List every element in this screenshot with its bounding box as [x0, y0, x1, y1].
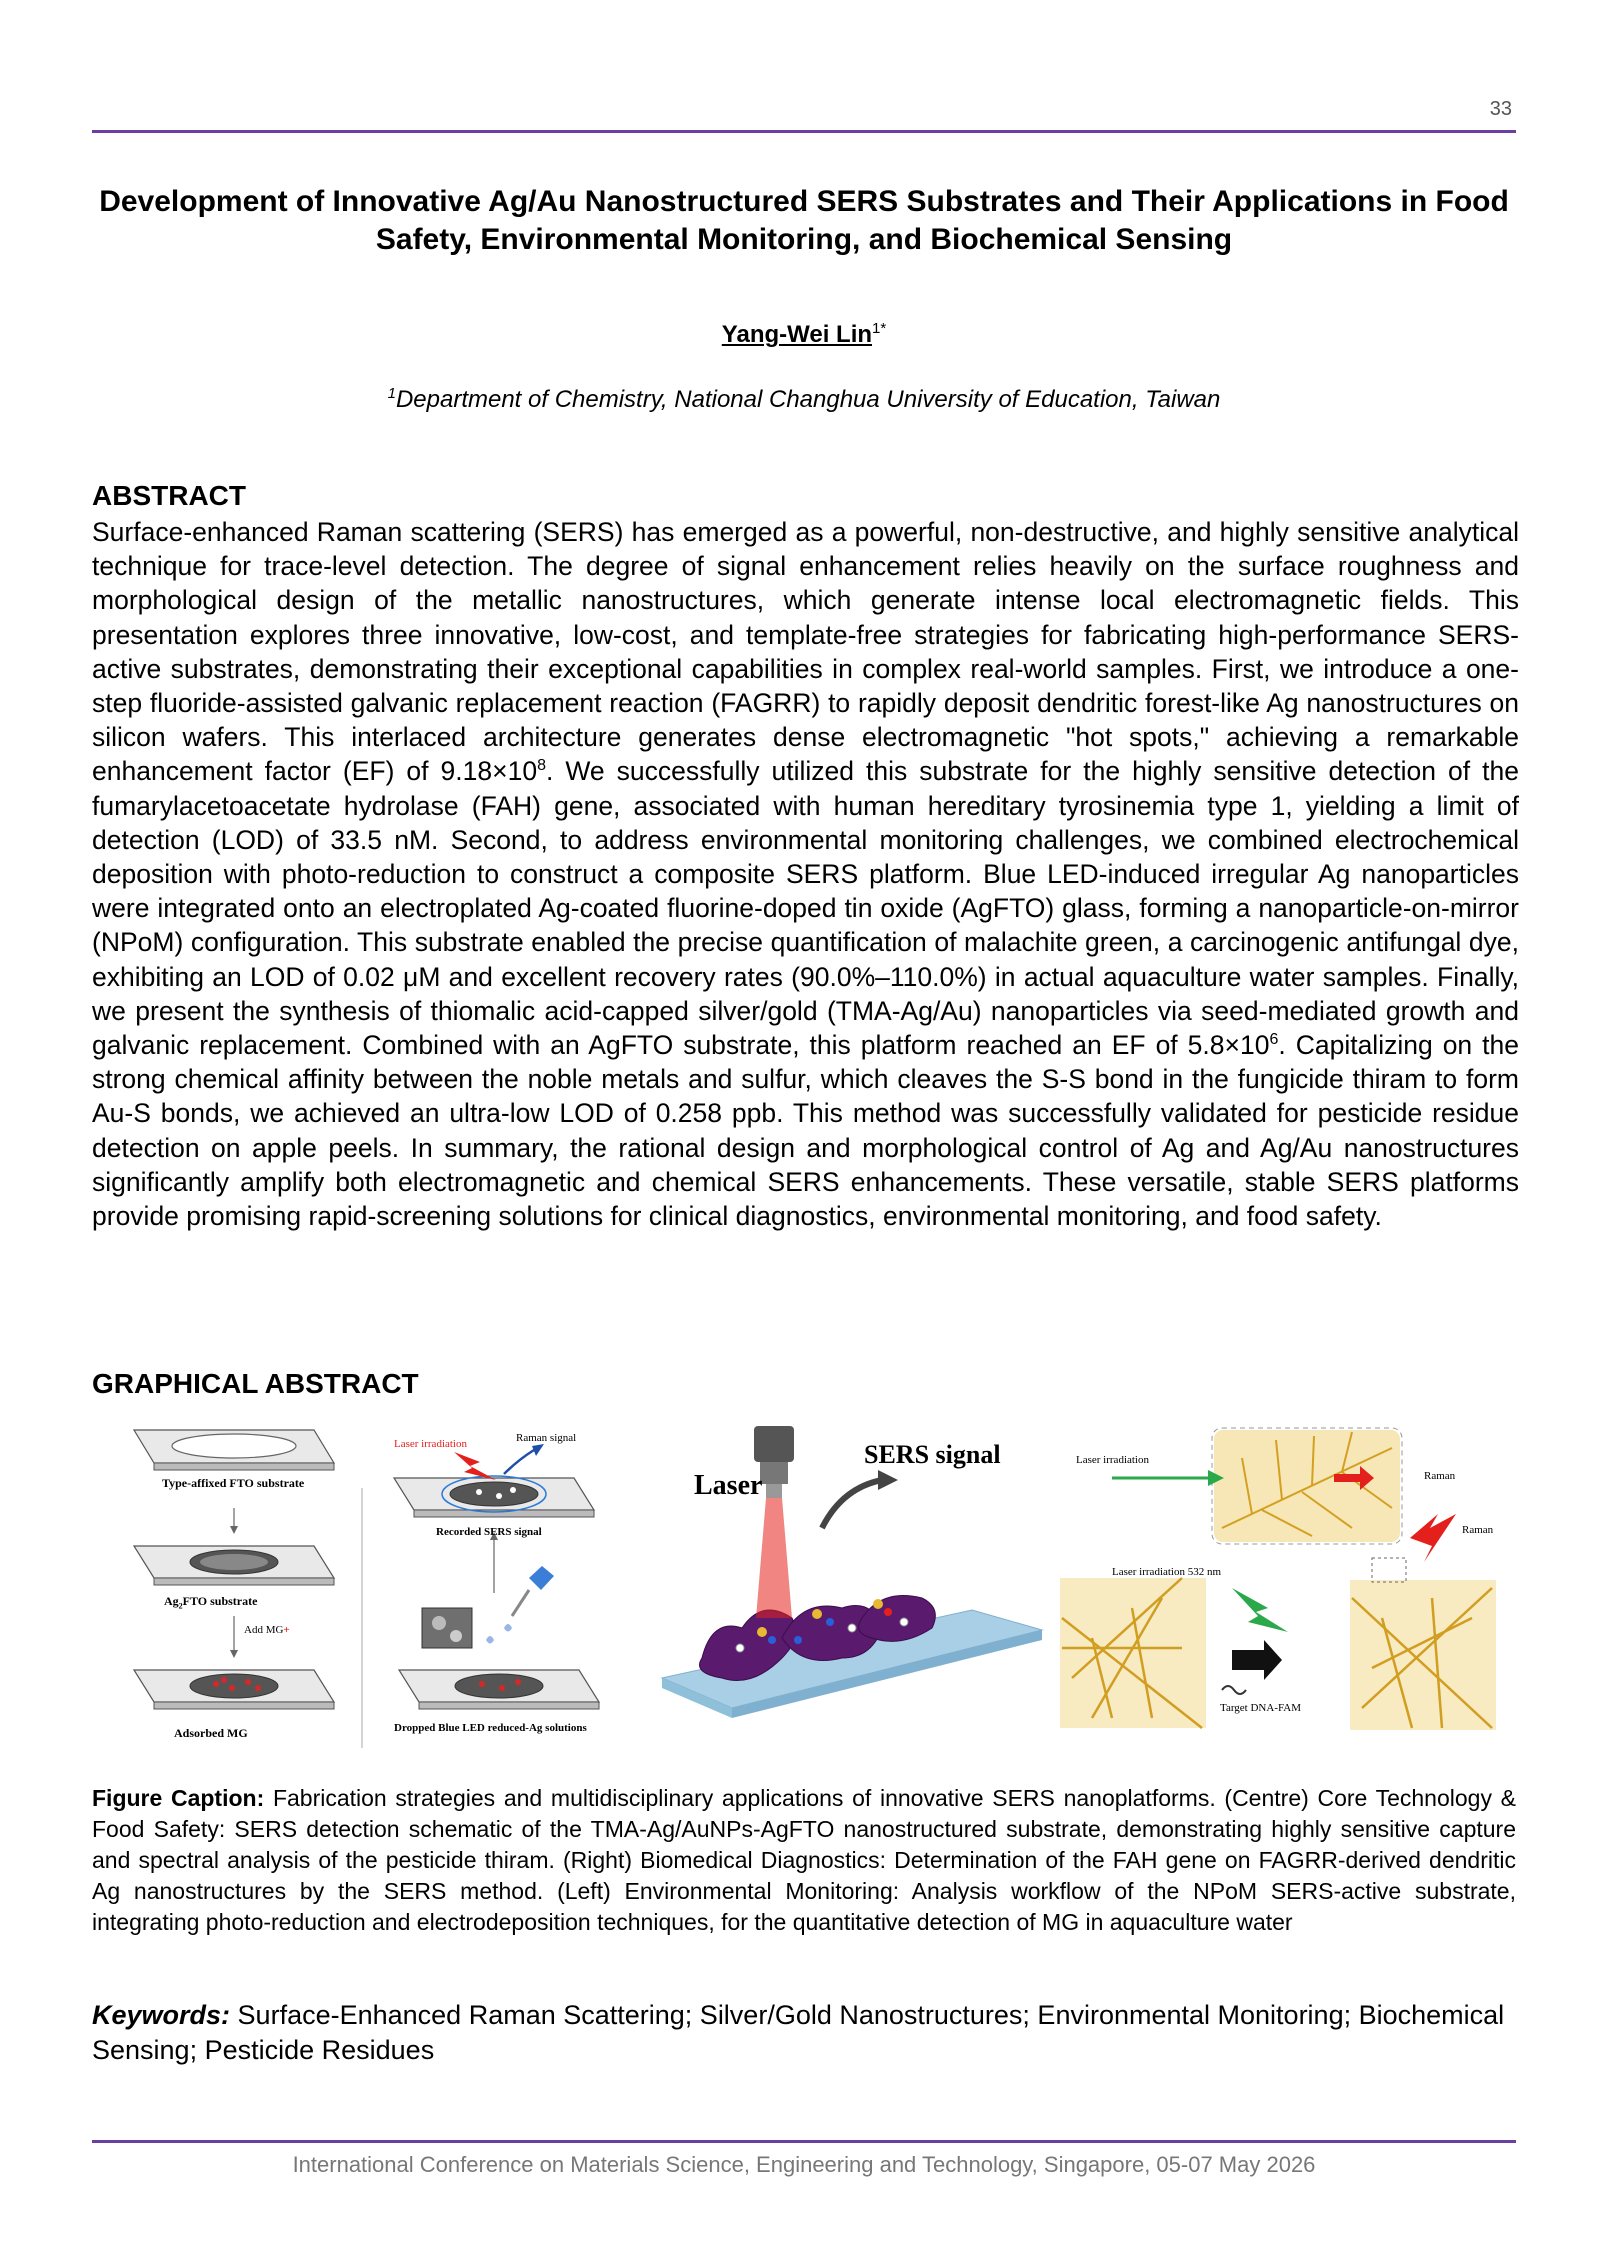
raman-bolt-icon	[1410, 1514, 1456, 1562]
process-arrow	[1232, 1640, 1282, 1680]
label-raman-signal: Raman signal	[516, 1432, 577, 1444]
footer-text: International Conference on Materials Science, Engineering and Technology, Singapore, 05-07 May 2026	[292, 2152, 1316, 2177]
abstract-body	[92, 515, 1519, 1233]
graphical-abstract-heading: GRAPHICAL ABSTRACT	[92, 1368, 419, 1399]
author-line	[92, 320, 1516, 349]
dna-wave-icon	[1222, 1686, 1246, 1694]
figure-right-panel	[1052, 1418, 1514, 1758]
abstract-exponent-2: 6	[1269, 1031, 1279, 1049]
laser-beam	[756, 1498, 792, 1618]
keywords-text: Surface-Enhanced Raman Scattering; Silver/Gold Nanostructures; Environmental Monitoring; Biochemical Sensing; Pesticide Residues	[92, 2000, 1505, 2065]
label-recorded: Recorded SERS signal	[436, 1526, 542, 1538]
label-laser-irradiation: Laser irradiation	[394, 1438, 467, 1450]
caption-text: Fabrication strategies and multidisciplinary applications of innovative SERS nanoplatforms. (Centre) Core Technology & Food Safety: SERS detection schematic of the TMA-Ag/AuNPs-AgFTO nanostructured substrate, demonstrating highly sensitive capture and spectral analysis of the pesticide thiram. (Right) Biomedical Diagnostics: Determination of the FAH gene on FAGRR-derived dendritic Ag nanostructures by the SERS method. (Left) Environmental Monitoring: Analysis workflow of the NPoM SERS-active substrate, integrating photo-reduction and electrodeposition techniques, for the quantitative detection of MG in aquaculture water	[92, 1785, 1516, 1935]
laser-532-bolt-icon	[1232, 1588, 1288, 1632]
label-target-dna: Target DNA-FAM	[1220, 1702, 1302, 1714]
label-ag-fto: $Ag_2FTO$ substrate	[164, 1594, 258, 1611]
abstract-heading: ABSTRACT	[92, 480, 246, 511]
recorded-sers-slide	[394, 1476, 594, 1517]
label-laser-532: Laser irradiation 532 nm	[1112, 1566, 1222, 1578]
abstract-part-3: . Capitalizing on the strong chemical affinity between the noble metals and sulfur, which cleaves the S-S bond in the fungicide thiram to form Au-S bonds, we achieved an ultra-low LOD of 0.258 ppb. This method was successfully validated for pesticide residue detection on apple peels. In summary, the rational design and morphological control of Ag and Ag/Au nanostructures significantly amplify both electromagnetic and chemical SERS enhancements. These versatile, stable SERS platforms provide promising rapid-screening solutions for clinical diagnostics, environmental monitoring, and food safety.	[92, 1030, 1519, 1232]
fto-slide-1	[134, 1430, 334, 1470]
figure-caption	[92, 1783, 1516, 1938]
author-superscript: 1*	[872, 320, 887, 337]
figure-left-panel	[124, 1418, 684, 1758]
footer-rule	[92, 2140, 1516, 2143]
raman-signal-arrow	[504, 1450, 534, 1474]
affiliation	[92, 385, 1516, 414]
keywords	[92, 1998, 1516, 2068]
affiliation-text: Department of Chemistry, National Changhua University of Education, Taiwan	[395, 386, 1221, 413]
adsorbed-mg-slide	[134, 1670, 334, 1709]
label-dropped: Dropped Blue LED reduced-Ag solutions	[394, 1722, 587, 1734]
abstract-exponent-1: 8	[537, 757, 546, 775]
label-adsorbed-mg: Adsorbed MG	[174, 1726, 248, 1740]
label-add-mg: Add MG+	[244, 1624, 290, 1636]
abstract-part-2: . We successfully utilized this substrate for the highly sensitive detection of the fumarylacetoacetate hydrolase (FAH) gene, associated with human hereditary tyrosinemia type 1, yielding a limit of detection (LOD) of 33.5 nM. Second, to address environmental monitoring challenges, we combined electrochemical deposition with photo-reduction to construct a composite SERS platform. Blue LED-induced irregular Ag nanoparticles were integrated onto an electroplated Ag-coated fluorine-doped tin oxide (AgFTO) glass, forming a nanoparticle-on-mirror (NPoM) configuration. This substrate enabled the precise quantification of malachite green, a carcinogenic antifungal dye, exhibiting an LOD of 0.02 μM and excellent recovery rates (90.0%–110.0%) in actual aquaculture water samples. Finally, we present the synthesis of thiomalic acid-capped silver/gold (TMA-Ag/Au) nanoparticles via seed-mediated growth and galvanic replacement. Combined with an AgFTO substrate, this platform reached an EF of 5.8×10	[92, 756, 1519, 1061]
workflow-schematic	[124, 1418, 684, 1758]
author-name: Yang-Wei Lin	[721, 321, 873, 348]
sers-signal-arrow	[822, 1480, 882, 1528]
label-type-affixed: Type-affixed FTO substrate	[162, 1476, 305, 1490]
label-laser-irradiation-right: Laser irradiation	[1076, 1454, 1149, 1466]
label-laser: Laser	[694, 1470, 763, 1501]
affiliation-superscript: 1	[387, 385, 396, 402]
page-number: 33	[1489, 98, 1512, 120]
label-sers-signal: SERS signal	[864, 1440, 1001, 1469]
label-raman-top: Raman	[1424, 1470, 1456, 1482]
dropped-ag-slide	[399, 1670, 599, 1709]
figure-centre-panel	[642, 1418, 1062, 1758]
keywords-label: Keywords:	[92, 2000, 231, 2030]
paper-title: Development of Innovative Ag/Au Nanostructured SERS Substrates and Their Applications in Food Safety, Environmental Monitoring, and Biochemical Sensing	[99, 185, 1509, 256]
ag-fto-slide	[134, 1546, 334, 1585]
caption-label: Figure Caption:	[92, 1785, 265, 1811]
header-rule	[92, 130, 1516, 133]
graphical-abstract-figure	[92, 1418, 1516, 1758]
pipette-icon	[486, 1566, 554, 1644]
label-raman-right: Raman	[1462, 1524, 1494, 1536]
abstract-part-1: Surface-enhanced Raman scattering (SERS) has emerged as a powerful, non-destructive, and highly sensitive analytical technique for trace-level detection. The degree of signal enhancement relies heavily on the surface roughness and morphological design of the metallic nanostructures, which generate intense local electromagnetic fields. This presentation explores three innovative, low-cost, and template-free strategies for fabricating high-performance SERS-active substrates, demonstrating their exceptional capabilities in complex real-world samples. First, we introduce a one-step fluoride-assisted galvanic replacement reaction (FAGRR) to rapidly deposit dendritic forest-like Ag nanostructures on silicon wafers. This interlaced architecture generates dense electromagnetic "hot spots," achieving a remarkable enhancement factor (EF) of 9.18×10	[92, 517, 1519, 787]
